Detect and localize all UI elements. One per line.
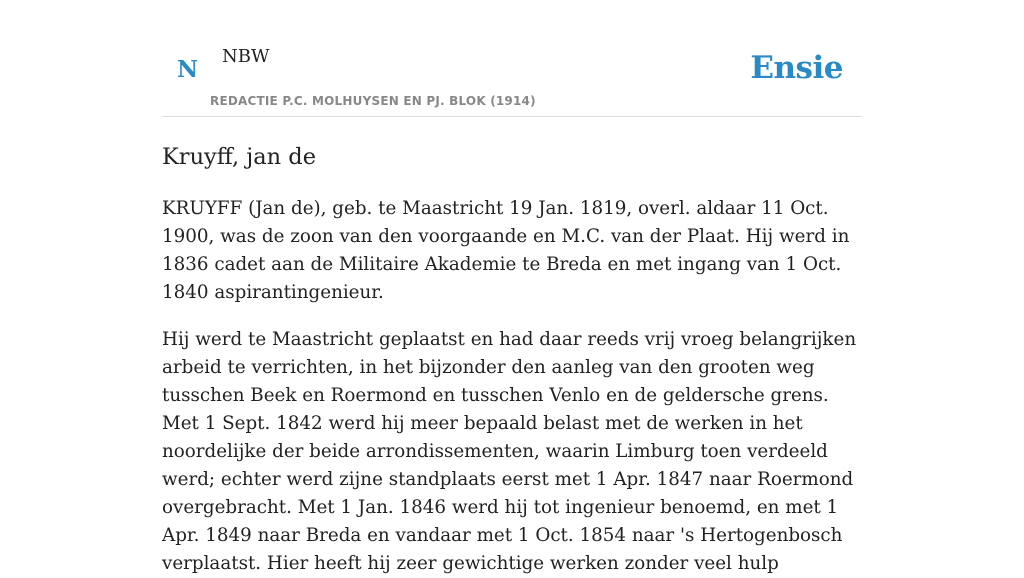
source-name-link[interactable]: NBW xyxy=(222,46,270,67)
article-paragraph: Hij werd te Maastricht geplaatst en had daar reeds vrij vroeg belangrijken arbeid te verrichten, in het bijzonder den aanleg van den grooten weg tusschen Beek en Roermond en tusschen Venlo en de geldersche grens. Met 1 Sept. 1842 werd hij meer bepaald belast met de werken in het noordelijke der beide arrondissementen, waarin Limburg toen verdeeld werd; echter werd zijne standplaats eerst met 1 Apr. 1847 naar Roermond overgebracht. Met 1 Jan. 1846 werd hij tot ingenieur benoemd, en met 1 Apr. 1849 naar Breda en vandaar met 1 Oct. 1854 naar 's Hertogenbosch verplaatst. Hier heeft hij zeer gewichtige werken zonder veel hulp xyxy=(162,329,857,574)
header xyxy=(162,0,862,117)
source-subtitle: REDACTIE P.C. MOLHUYSEN EN PJ. BLOK (1914) xyxy=(210,94,536,108)
source-logo[interactable]: N xyxy=(177,56,199,83)
article-title: Kruyff, jan de xyxy=(162,144,317,170)
article-paragraph: KRUYFF (Jan de), geb. te Maastricht 19 Jan. 1819, overl. aldaar 11 Oct. 1900, was de zoon van den voorgaande en M.C. van der Plaat. Hij werd in 1836 cadet aan de Militaire Akademie te Breda en met ingang van 1 Oct. 1840 aspirantingenieur. xyxy=(162,198,850,303)
page xyxy=(162,0,862,578)
brand-logo-link[interactable]: Ensie xyxy=(750,50,843,86)
